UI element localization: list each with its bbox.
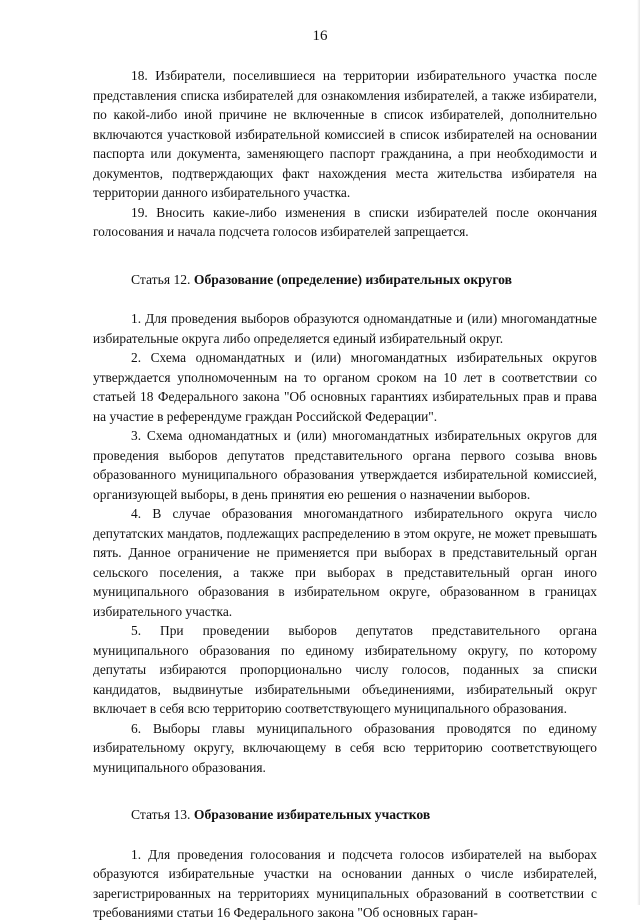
article-12-point-6: 6. Выборы главы муниципального образования проводятся по единому избирательному округу, включающему в себя всю территорию соответствующего муниципального образования. bbox=[93, 720, 597, 775]
article-12-point-1: 1. Для проведения выборов образуются одномандатные и (или) многомандатные избирательные округа либо определяется единый избирательный округ. bbox=[93, 311, 597, 346]
document-body bbox=[93, 66, 597, 923]
article-13-number: Статья 13. bbox=[131, 807, 191, 822]
article-13-heading bbox=[93, 805, 597, 825]
article-12-heading bbox=[93, 270, 597, 290]
article-12-number: Статья 12. bbox=[131, 271, 191, 287]
page-number: 16 bbox=[312, 28, 328, 44]
article-12-point-3: 3. Схема одномандатных и (или) многомандатных избирательных округов для проведения выборов депутатов представительного органа первого созыва вновь образованного муниципального образования утверждается избирательной комиссией, организующей выборы, в день принятия ею решения о назначении выборов. bbox=[93, 428, 597, 502]
article-12-title: Образование (определение) избирательных округов bbox=[193, 271, 512, 287]
article-12-point-5: 5. При проведении выборов депутатов представительного органа муниципального образования по единому избирательному округу, по которому депутаты избираются пропорционально числу голосов, поданных за списки кандидатов, выдвинутые избирательными объединениями, избирательный округ включает в себя всю территорию соответствующего муниципального образования. bbox=[93, 623, 597, 716]
article-13-point-1: 1. Для проведения голосования и подсчета голосов избирателей на выборах образуются избирательные участки на основании данных о числе избирателей, зарегистрированных на территориях муниципальных образований в соответствии с требованиями статьи 16 Федерального закона "Об основных гаран- bbox=[93, 846, 597, 920]
paragraph-18: 18. Избиратели, поселившиеся на территории избирательного участка после представления списка избирателей для ознакомления избирателей, а также избиратели, по какой-либо иной причине не включенные в список избирателей, дополнительно включаются участковой избирательной комиссией в список избирателей на основании паспорта или документа, заменяющего паспорт гражданина, а при необходимости и документов, подтверждающих факт нахождения места жительства избирателя на территории данного избирательного участка. bbox=[93, 68, 597, 200]
paragraph-19: 19. Вносить какие-либо изменения в списки избирателей после окончания голосования и начала подсчета голосов избирателей запрещается. bbox=[93, 204, 597, 239]
article-12-point-4: 4. В случае образования многомандатного избирательного округа число депутатских мандатов, подлежащих распределению в этом округе, не может превышать пять. Данное ограничение не применяется при выборах в представительный орган сельского поселения, а также при выборах в представительный орган иного муниципального образования в избирательном округе, образованном в границах избирательного участка. bbox=[93, 506, 597, 619]
article-12-point-2: 2. Схема одномандатных и (или) многомандатных избирательных округов утверждается уполномоченным на то органом сроком на 10 лет в соответствии со статьей 18 Федерального закона "Об основных гарантиях избирательных прав и права на участие в референдуме граждан Российской Федерации". bbox=[93, 350, 597, 424]
article-13-title: Образование избирательных участков bbox=[193, 807, 431, 822]
